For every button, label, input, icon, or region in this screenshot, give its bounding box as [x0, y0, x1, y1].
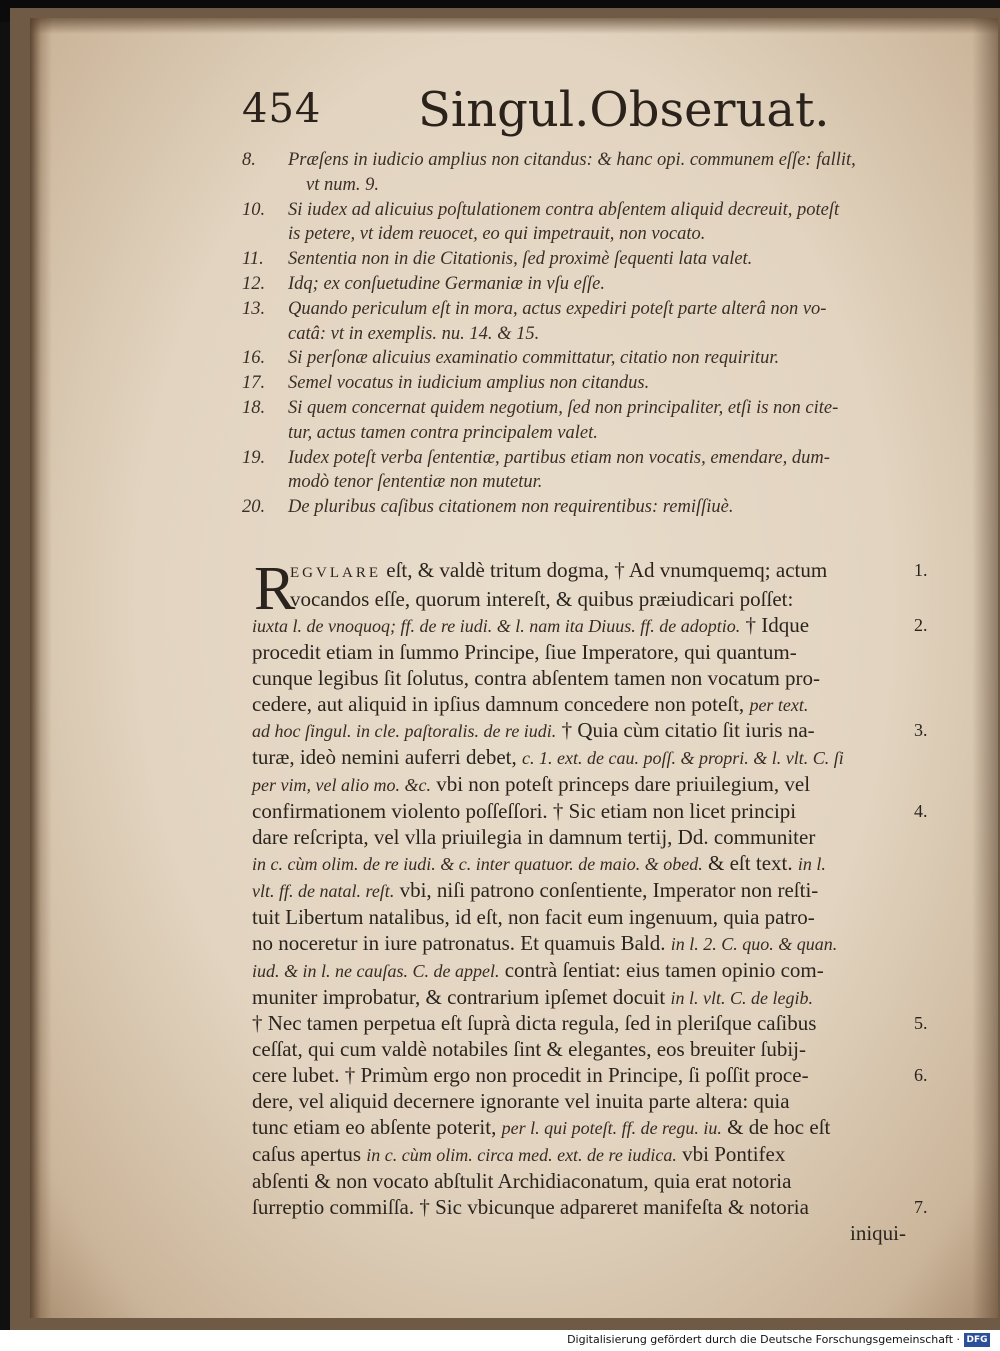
citation-text: in c. cùm olim. circa med. ext. de re iudica.: [366, 1144, 677, 1165]
summary-item: [242, 222, 942, 247]
citation-text: in l. vlt. C. de legib.: [670, 987, 813, 1008]
summary-item: [242, 272, 942, 297]
text-line: [252, 692, 906, 719]
summary-item-number: 13.: [242, 298, 266, 319]
summary-list: [242, 148, 942, 520]
summary-item-number: 11.: [242, 249, 264, 270]
text-line: [252, 799, 928, 825]
body-text: vbi non poteſt princeps dare priuilegium, vel: [430, 772, 811, 797]
summary-item-text: modò tenor ſententiæ non mutetur.: [288, 472, 543, 493]
margin-number: 6.: [914, 1065, 928, 1086]
summary-item: [242, 371, 942, 396]
body-text: vbi, niſi patrono conſentiente, Imperator non reſti-: [394, 877, 819, 902]
citation-text: iuxta l. de vnoquoq; ff. de re iudi. & l. nam ita Diuus. ff. de adoptio.: [252, 615, 741, 636]
citation-text: per l. qui poteſt. ff. de regu. iu.: [501, 1118, 722, 1139]
body-text: caſus apertus: [252, 1141, 367, 1166]
text-line: [252, 851, 906, 878]
body-text: muniter improbatur, & contrarium ipſemet docuit: [252, 984, 671, 1009]
page-gutter-shadow: [30, 18, 52, 1318]
summary-item-text: Iudex poteſt verba ſententiæ, partibus etiam non vocatis, emendare, dum-: [288, 447, 830, 468]
body-text: vbi Pontifex: [676, 1141, 786, 1166]
drop-cap: R: [254, 555, 296, 623]
running-head: Singul.Obseruat.: [418, 82, 830, 138]
margin-number: 7.: [914, 1196, 928, 1217]
text-line: [252, 985, 906, 1012]
text-line: [252, 745, 906, 772]
body-text: dare reſcripta, vel vlla priuilegia in damnum tertij, Dd. communiter: [252, 825, 816, 850]
book-page: [30, 18, 998, 1318]
summary-item: [242, 148, 942, 173]
text-line: [252, 1115, 906, 1142]
citation-text: vlt. ff. de natal. reſt.: [252, 880, 395, 901]
summary-item-number: 17.: [242, 373, 266, 394]
text-line: [252, 825, 906, 851]
summary-item: [242, 495, 942, 520]
body-text: vocandos eſſe, quorum intereſt, & quibus præiudicari poſſet:: [290, 586, 794, 611]
text-line: [252, 612, 928, 640]
main-text: [252, 555, 992, 1247]
text-line: [252, 772, 906, 799]
body-text: cedere, aut aliquid in ipſius damnum concedere non poteſt,: [252, 691, 750, 716]
summary-item-text: vt num. 9.: [306, 174, 379, 195]
margin-number: 2.: [914, 614, 928, 635]
margin-number: 3.: [914, 720, 928, 741]
summary-item-number: 20.: [242, 497, 266, 518]
summary-item: [242, 297, 942, 322]
text-line: [252, 718, 928, 745]
summary-item-text: Si quem concernat quidem negotium, ſed non principaliter, etſi is non cite-: [288, 397, 839, 418]
body-text: contrà ſentiat: eius tamen opinio com-: [499, 957, 824, 982]
dfg-logo: DFG: [964, 1333, 990, 1347]
summary-item-number: 8.: [242, 150, 256, 170]
citation-text: ad hoc ſingul. in cle. paſtoralis. de re iudi.: [252, 721, 557, 742]
body-text: & eſt text.: [702, 850, 798, 875]
summary-item: [242, 247, 942, 272]
body-text: dere, vel aliquid decernere ignorante vel inuita parte altera: quia: [252, 1089, 790, 1114]
summary-item-number: 16.: [242, 348, 266, 369]
body-text: cere lubet. † Primùm ergo non procedit in Principe, ſi poſſit proce-: [252, 1063, 809, 1088]
citation-text: in c. cùm olim. de re iudi. & c. inter quatuor. de maio. & obed.: [252, 853, 703, 874]
summary-item: [242, 346, 942, 371]
body-text: & de hoc eſt: [721, 1115, 831, 1140]
margin-number: 1.: [914, 560, 928, 580]
body-text: † Idque: [740, 612, 810, 637]
margin-number: 4.: [914, 801, 928, 822]
citation-text: per text.: [749, 694, 809, 715]
text-line: [252, 905, 906, 931]
summary-item-text: Si iudex ad alicuius poſtulationem contra abſentem aliquid decreuit, poteſt: [288, 199, 840, 220]
body-text: tunc etiam eo abſente poterit,: [252, 1115, 502, 1140]
summary-item-text: Præſens in iudicio amplius non citandus: & hanc opi. communem eſſe: fallit,: [288, 150, 856, 170]
summary-item-text: catâ: vt in exemplis. nu. 14. & 15.: [288, 323, 540, 344]
text-line: [252, 1194, 928, 1221]
text-line: [252, 1142, 906, 1169]
text-line: [252, 878, 906, 905]
text-line: [252, 587, 944, 613]
citation-text: per vim, vel alio mo. &c.: [252, 775, 431, 796]
summary-item-number: 10.: [242, 199, 266, 220]
body-text: no noceretur in iure patronatus. Et quamuis Bald.: [252, 930, 671, 955]
summary-item: [242, 446, 942, 471]
citation-text: c. 1. ext. de cau. poſſ. & propri. & l. vlt. C. ſi: [522, 748, 844, 769]
citation-text: iud. & in l. ne cauſas. C. de appel.: [252, 960, 500, 981]
summary-item-number: 18.: [242, 397, 266, 418]
text-line: [252, 1037, 906, 1063]
summary-item-text: Si perſonæ alicuius examinatio committatur, citatio non requiritur.: [288, 348, 780, 369]
summary-item: [242, 421, 942, 446]
text-line: [252, 1089, 906, 1115]
text-line: [252, 958, 906, 985]
summary-item-text: is petere, vt idem reuocet, eo qui impetrauit, non vocato.: [288, 224, 706, 245]
margin-number: 5.: [914, 1013, 928, 1034]
page-header: [242, 82, 982, 142]
summary-item: [242, 173, 942, 198]
body-text: confirmationem violento poſſeſſori. † Sic etiam non licet principi: [252, 799, 797, 824]
text-line: [252, 1011, 928, 1037]
body-text: turæ, ideò nemini auferri debet,: [252, 745, 522, 770]
summary-item-text: Sententia non in die Citationis, ſed proximè ſequenti lata valet.: [288, 249, 753, 270]
text-line: [252, 931, 906, 958]
body-text: EGVLARE: [290, 565, 381, 581]
citation-text: in l.: [797, 853, 826, 874]
page-top-shadow: [30, 18, 998, 34]
summary-item: [242, 198, 942, 223]
text-line: [252, 558, 944, 587]
catchword: iniqui-: [850, 1220, 906, 1245]
text-line: [252, 666, 906, 692]
summary-item-text: Semel vocatus in iudicium amplius non citandus.: [288, 373, 650, 394]
funding-credit: Digitalisierung gefördert durch die Deutsche Forschungsgemeinschaft ·: [567, 1333, 960, 1346]
body-text: tuit Libertum natalibus, id eſt, non facit eum ingenuum, quia patro-: [252, 904, 815, 929]
body-text: procedit etiam in ſummo Principe, ſiue Imperatore, qui quantum-: [252, 639, 797, 664]
summary-item-number: 19.: [242, 447, 266, 468]
body-text: cunque legibus ſit ſolutus, contra abſentem tamen non vocatum pro-: [252, 665, 821, 690]
summary-item: [242, 396, 942, 421]
body-text: ſurreptio commiſſa. † Sic vbicunque adpareret manifeſta & notoria: [252, 1194, 809, 1219]
body-text: † Nec tamen perpetua eſt ſuprà dicta regula, ſed in pleriſque caſibus: [252, 1011, 817, 1036]
summary-item-text: Idq; ex conſuetudine Germaniæ in vſu eſſe.: [288, 273, 605, 294]
footer-bar: [0, 1330, 1000, 1351]
body-text: abſenti & non vocato abſtulit Archidiaconatum, quia erat notoria: [252, 1168, 792, 1193]
summary-item: [242, 322, 942, 347]
text-line: [252, 1169, 906, 1195]
summary-item-text: Quando periculum eſt in mora, actus expediri poteſt parte alterâ non vo-: [288, 298, 827, 319]
text-line: [252, 640, 906, 666]
text-line: [252, 1063, 928, 1089]
summary-item: [242, 470, 942, 495]
body-text: eſt, & valdè tritum dogma, † Ad vnumquemq; actum: [381, 558, 828, 582]
summary-item-number: 12.: [242, 273, 266, 294]
body-text: ceſſat, qui cum valdè notabiles ſint & elegantes, eos breuiter ſubij-: [252, 1037, 806, 1062]
summary-item-text: tur, actus tamen contra principalem valet.: [288, 422, 598, 443]
summary-item-text: De pluribus caſibus citationem non requirentibus: remiſſiuè.: [288, 497, 734, 518]
body-text: † Quia cùm citatio ſit iuris na-: [556, 718, 815, 743]
page-number: 454: [242, 86, 322, 132]
citation-text: in l. 2. C. quo. & quan.: [670, 933, 838, 954]
